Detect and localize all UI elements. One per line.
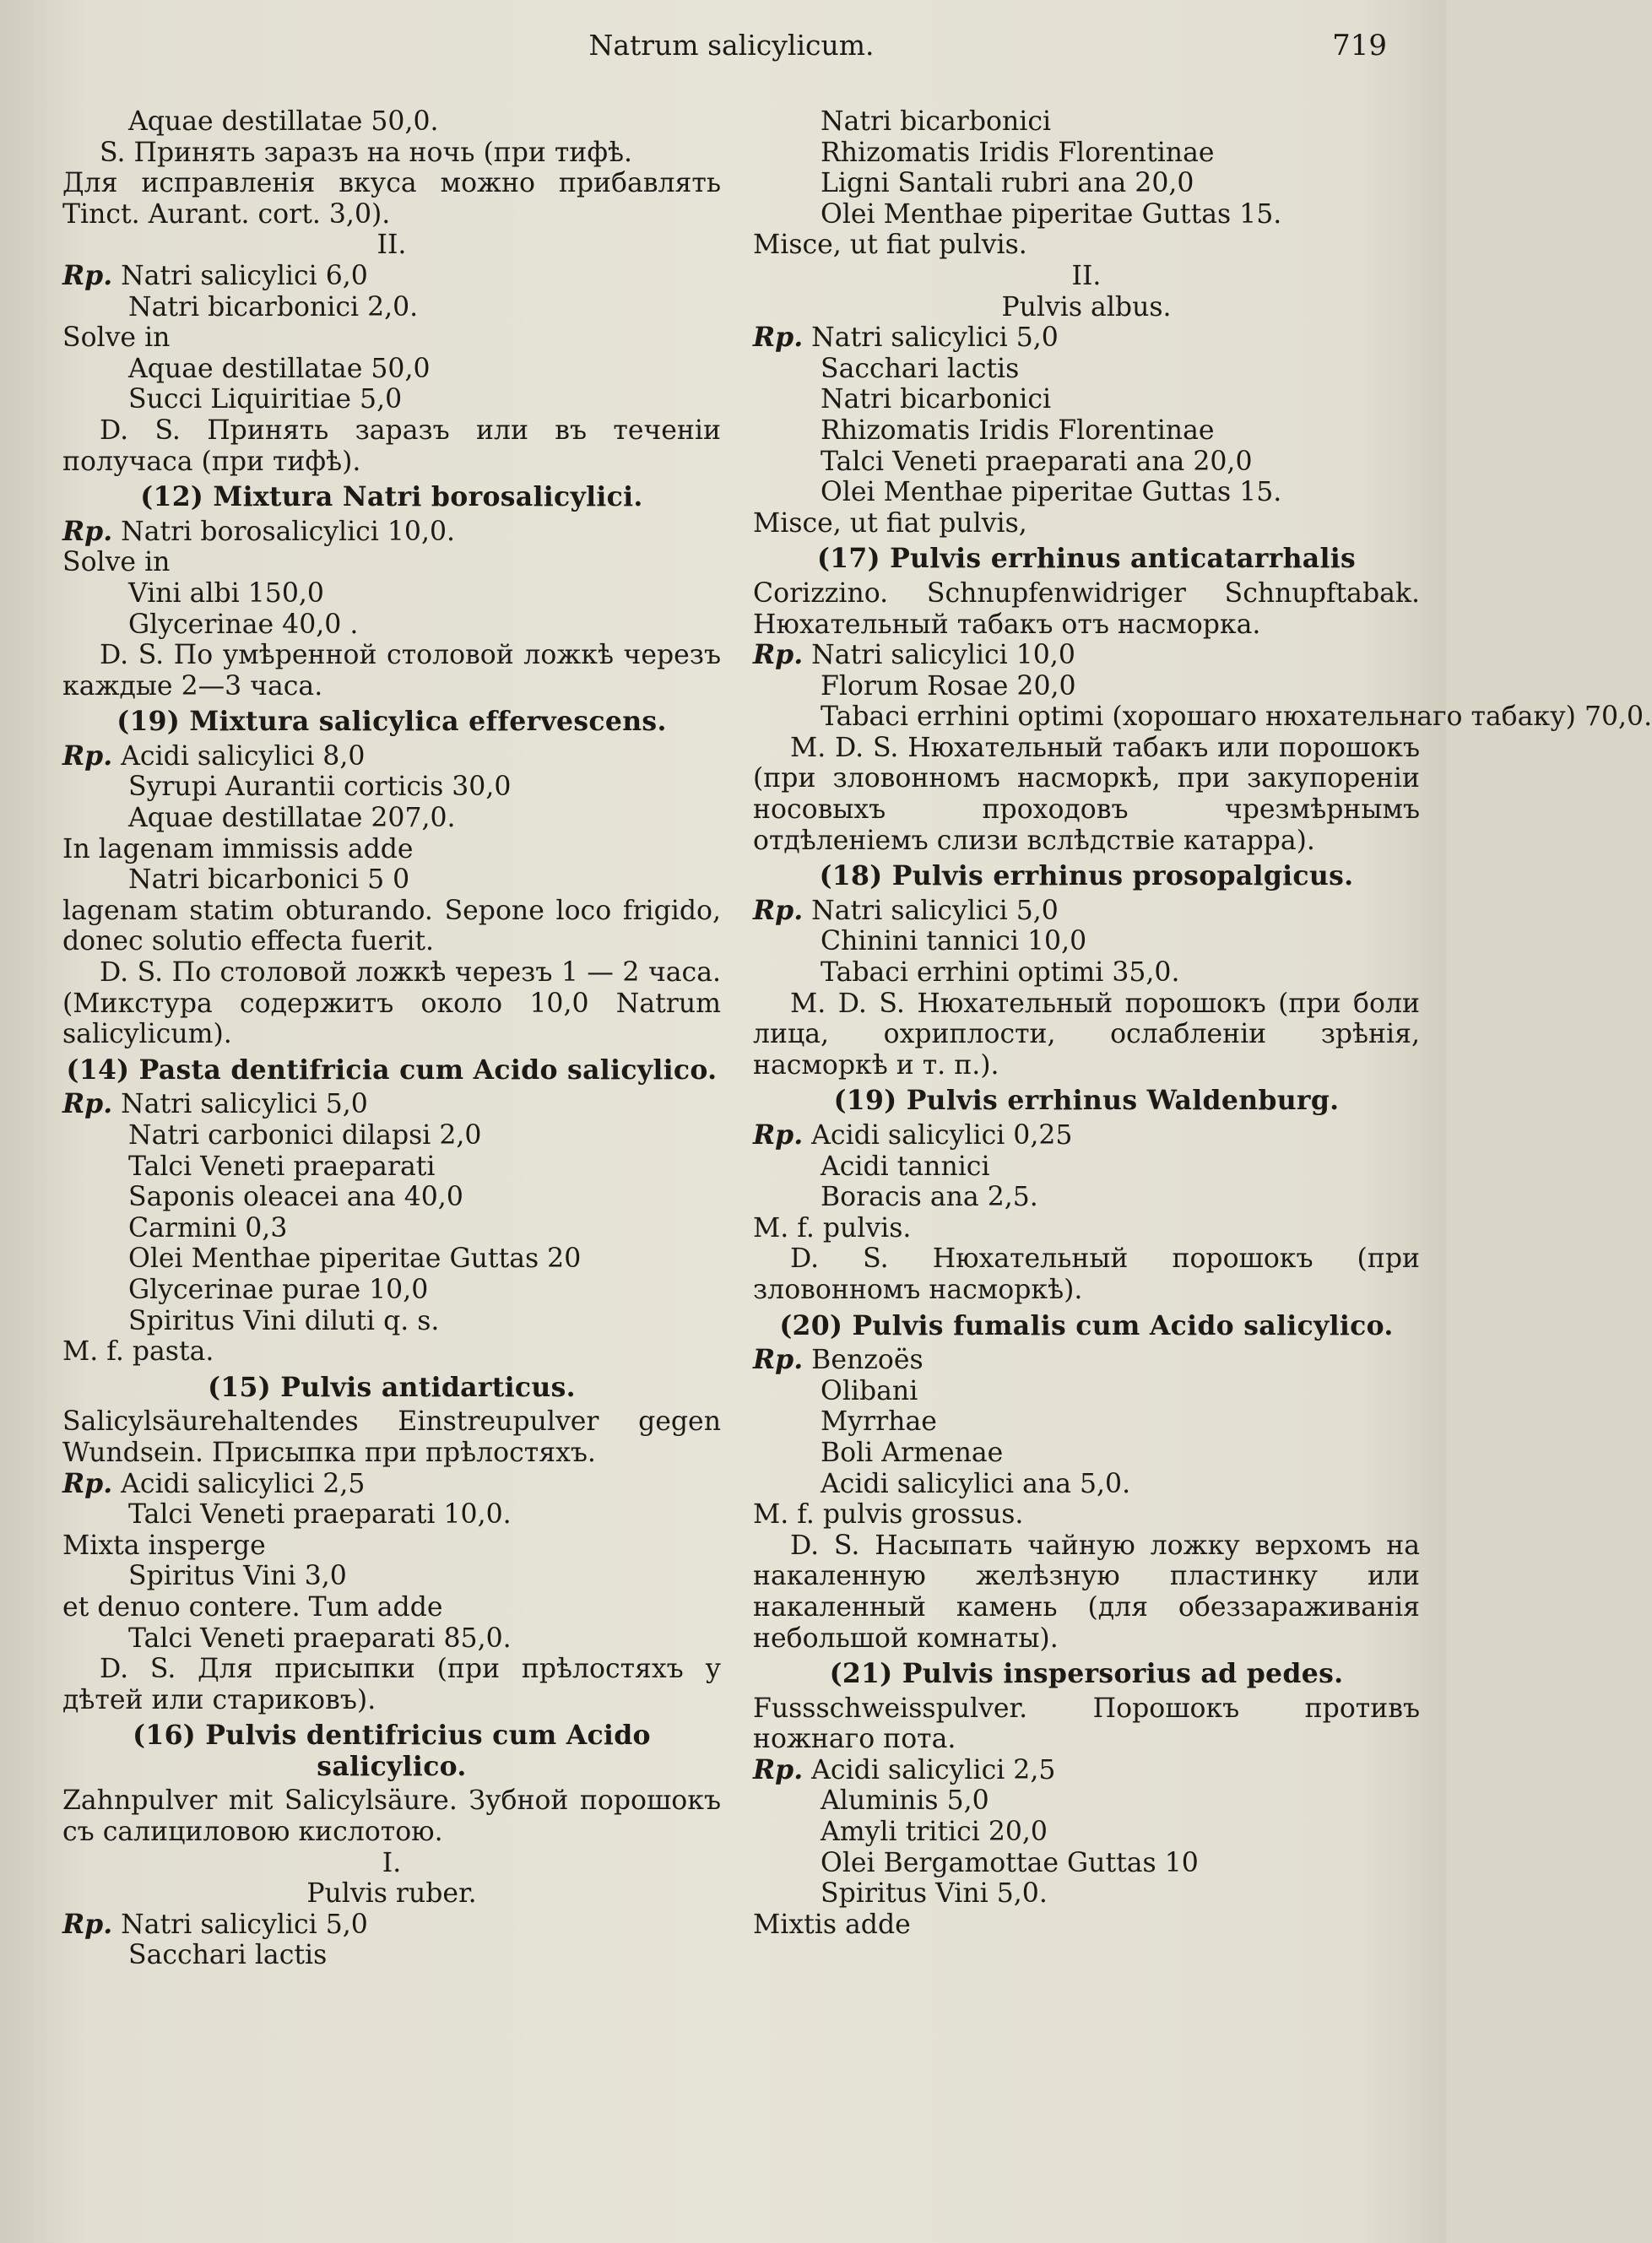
recipe-text: Natri salicylici 5,0	[803, 895, 1059, 926]
rp-mark: Rp.	[62, 1467, 113, 1499]
ingredient-line: Natri bicarbonici 2,0.	[128, 291, 419, 322]
text-line: Mixtis adde	[753, 1909, 911, 1940]
recipe-line	[62, 741, 721, 772]
ingredient-line: Vini albi 150,0	[128, 577, 324, 609]
rp-mark: Rp.	[62, 740, 113, 772]
paragraph: D. S. Насыпать чайную ложку верхомъ на накаленную желѣзную пластинку или накаленный камень (для обеззараживанія небольшой комнаты).	[753, 1530, 1420, 1654]
recipe-line	[62, 1910, 721, 1941]
recipe-line	[753, 1120, 1420, 1151]
ingredient-line: Spiritus Vini 3,0	[128, 1561, 347, 1592]
paragraph: D. S. Для присыпки (при прѣлостяхъ у дѣтей или стариковъ).	[62, 1654, 721, 1715]
subheading: II.	[1071, 260, 1102, 291]
ingredient-line: Boracis ana 2,5.	[821, 1182, 1038, 1213]
recipe-text: Natri salicylici 5,0	[803, 322, 1059, 354]
recipe-text: Acidi salicylici 2,5	[112, 1468, 366, 1499]
rp-mark: Rp.	[753, 1119, 804, 1151]
subheading: Pulvis albus.	[1001, 291, 1172, 322]
running-head	[68, 25, 1395, 68]
ingredient-line: Talci Veneti praeparati ana 20,0	[821, 446, 1253, 477]
subheading: II.	[376, 230, 407, 261]
ingredient-line: Saponis oleacei ana 40,0	[128, 1182, 463, 1213]
paragraph: M. D. S. Нюхательный порошокъ (при боли лица, охриплости, ослабленіи зрѣнія, насморкѣ и т. п.).	[753, 988, 1420, 1081]
recipe-line	[62, 261, 721, 292]
paragraph: lagenam statim obturando. Sepone loco frigido, donec solutio effecta fuerit.	[62, 895, 721, 957]
text-line: M. f. pulvis grossus.	[753, 1499, 1024, 1531]
ingredient-line: Aluminis 5,0	[821, 1785, 989, 1817]
ingredient-line: Tabaci errhini optimi (хорошаго нюхательнаго табаку) 70,0.	[821, 702, 1652, 733]
running-title: Natrum salicylicum.	[588, 29, 875, 62]
section-heading: (16) Pulvis dentifricius cum Acido salicylico.	[133, 1720, 651, 1782]
ingredient-line: Chinini tannici 10,0	[821, 926, 1087, 957]
rp-mark: Rp.	[62, 515, 113, 547]
rp-mark: Rp.	[753, 322, 804, 354]
page-number: 719	[1332, 29, 1387, 62]
ingredient-line: Olei Bergamottae Guttas 10	[821, 1847, 1199, 1878]
ingredient-line: Rhizomatis Iridis Florentinae	[821, 414, 1215, 446]
section-heading: (18) Pulvis errhinus prosopalgicus.	[819, 860, 1354, 892]
recipe-line	[62, 1089, 721, 1120]
ingredient-line: Olei Menthae piperitae Guttas 15.	[821, 477, 1282, 508]
text-line: Misce, ut fiat pulvis,	[753, 507, 1027, 539]
ingredient-line: Glycerinae purae 10,0	[128, 1274, 429, 1305]
rp-mark: Rp.	[753, 639, 804, 671]
ingredient-line: Sacchari lactis	[821, 353, 1020, 384]
paragraph: Corizzino. Schnupfenwidriger Schnupftabak. Нюхательный табакъ отъ насморка.	[753, 577, 1420, 640]
section-heading: (15) Pulvis antidarticus.	[208, 1371, 576, 1403]
section-heading: (12) Mixtura Natri borosalicylici.	[140, 481, 643, 513]
ingredient-line: Glycerinae 40,0 .	[128, 609, 359, 640]
recipe-text: Acidi salicylici 8,0	[112, 740, 366, 772]
recipe-line	[62, 1469, 721, 1500]
recipe-text: Natri salicylici 6,0	[112, 260, 368, 291]
rp-mark: Rp.	[753, 894, 804, 926]
ingredient-line: Natri bicarbonici	[821, 106, 1052, 137]
ingredient-line: Olei Menthae piperitae Guttas 20	[128, 1243, 582, 1275]
ingredient-line: Myrrhae	[821, 1406, 937, 1438]
text-line: M. f. pasta.	[62, 1336, 214, 1368]
ingredient-line: Rhizomatis Iridis Florentinae	[821, 137, 1215, 168]
paragraph: M. D. S. Нюхательный табакъ или порошокъ (при зловонномъ насморкѣ, при закупореніи носовыхъ проходовъ чрезмѣрнымъ отдѣленіемъ слизи вслѣдствіе катарра).	[753, 732, 1420, 856]
text-line: Mixta insperge	[62, 1530, 266, 1561]
rp-mark: Rp.	[753, 1344, 804, 1376]
recipe-text: Acidi salicylici 2,5	[803, 1754, 1056, 1785]
ingredient-line: Succi Liquiritiae 5,0	[128, 384, 403, 415]
subheading: Pulvis ruber.	[306, 1878, 477, 1910]
ingredient-line: Aquae destillatae 207,0.	[128, 803, 456, 834]
section-heading: (19) Pulvis errhinus Waldenburg.	[833, 1085, 1340, 1117]
recipe-line	[753, 322, 1420, 354]
ingredient-line: Florum Rosae 20,0	[821, 670, 1076, 702]
paragraph: D. S. Принять заразъ или въ теченіи получаса (при тифѣ).	[62, 414, 721, 477]
ingredient-line: Olei Menthae piperitae Guttas 15.	[821, 198, 1282, 230]
recipe-line	[753, 1345, 1420, 1376]
ingredient-line: Ligni Santali rubri ana 20,0	[821, 168, 1194, 199]
paragraph: D. S. Нюхательный порошокъ (при зловонномъ насморкѣ).	[753, 1243, 1420, 1305]
recipe-line	[753, 1755, 1420, 1786]
ingredient-line: Aquae destillatae 50,0	[128, 353, 431, 384]
recipe-text: Benzoës	[803, 1345, 923, 1376]
section-heading: (21) Pulvis inspersorius ad pedes.	[829, 1658, 1344, 1690]
rp-mark: Rp.	[62, 259, 113, 291]
text-line: S. Принять заразъ на ночь (при тифѣ.	[100, 137, 632, 168]
ingredient-line: Sacchari lactis	[128, 1940, 328, 1971]
ingredient-line: Syrupi Aurantii corticis 30,0	[128, 772, 512, 803]
ingredient-line: Carmini 0,3	[128, 1212, 288, 1243]
text-line: In lagenam immissis adde	[62, 833, 414, 864]
paragraph: Salicylsäurehaltendes Einstreupulver gegen Wundsein. Присыпка при прѣлостяхъ.	[62, 1406, 721, 1468]
section-heading: (17) Pulvis errhinus anticatarrhalis	[816, 543, 1357, 575]
recipe-text: Natri salicylici 10,0	[803, 640, 1075, 671]
ingredient-line: Natri bicarbonici	[821, 384, 1052, 415]
ingredient-line: Natri carbonici dilapsi 2,0	[128, 1120, 482, 1151]
recipe-line	[62, 517, 721, 548]
ingredient-line: Acidi tannici	[821, 1151, 990, 1182]
recipe-text: Acidi salicylici 0,25	[803, 1120, 1073, 1151]
ingredient-line: Talci Veneti praeparati 85,0.	[128, 1623, 512, 1654]
section-heading: (14) Pasta dentifricia cum Acido salicylico.	[66, 1054, 718, 1086]
text-line: M. f. pulvis.	[753, 1212, 912, 1243]
ingredient-line: Amyli tritici 20,0	[821, 1817, 1048, 1848]
recipe-text: Natri salicylici 5,0	[112, 1909, 368, 1940]
section-heading: (19) Mixtura salicylica effervescens.	[116, 706, 667, 738]
ingredient-line: Spiritus Vini diluti q. s.	[128, 1305, 440, 1336]
right-column	[753, 106, 1652, 1940]
paragraph: D. S. По столовой ложкѣ черезъ 1 — 2 часа. (Микстура содержитъ около 10,0 Natrum salicylicum).	[62, 957, 721, 1050]
ingredient-line: Talci Veneti praeparati	[128, 1151, 436, 1182]
recipe-line	[753, 896, 1420, 927]
ingredient-line: Aquae destillatae 50,0.	[128, 106, 439, 137]
recipe-line	[753, 640, 1420, 671]
left-column	[62, 106, 721, 1971]
rp-mark: Rp.	[753, 1753, 804, 1785]
text-line: Misce, ut fiat pulvis.	[753, 230, 1027, 261]
ingredient-line: Natri bicarbonici 5 0	[128, 864, 410, 896]
ingredient-line: Talci Veneti praeparati 10,0.	[128, 1499, 512, 1531]
ingredient-line: Boli Armenae	[821, 1437, 1004, 1468]
paragraph: D. S. По умѣренной столовой ложкѣ черезъ каждые 2—3 часа.	[62, 640, 721, 702]
rp-mark: Rp.	[62, 1088, 113, 1120]
ingredient-line: Acidi salicylici ana 5,0.	[821, 1468, 1131, 1499]
subheading: I.	[382, 1847, 402, 1878]
recipe-text: Natri borosalicylici 10,0.	[112, 516, 456, 547]
text-line: et denuo contere. Tum adde	[62, 1591, 443, 1623]
ingredient-line: Olibani	[821, 1375, 918, 1406]
ingredient-line: Tabaci errhini optimi 35,0.	[821, 957, 1180, 989]
paragraph: Zahnpulver mit Salicylsäure. Зубной порошокъ съ салициловою кислотою.	[62, 1785, 721, 1848]
ingredient-line: Spiritus Vini 5,0.	[821, 1878, 1048, 1910]
paragraph: Fussschweisspulver. Порошокъ противъ ножнаго пота.	[753, 1693, 1420, 1755]
text-line: Solve in	[62, 547, 171, 578]
text-line: Solve in	[62, 322, 171, 354]
section-heading: (20) Pulvis fumalis cum Acido salicylico.	[779, 1309, 1394, 1341]
recipe-text: Natri salicylici 5,0	[112, 1089, 368, 1120]
rp-mark: Rp.	[62, 1908, 113, 1940]
paragraph: Для исправленія вкуса можно прибавлять Tinct. Aurant. cort. 3,0).	[62, 168, 721, 230]
